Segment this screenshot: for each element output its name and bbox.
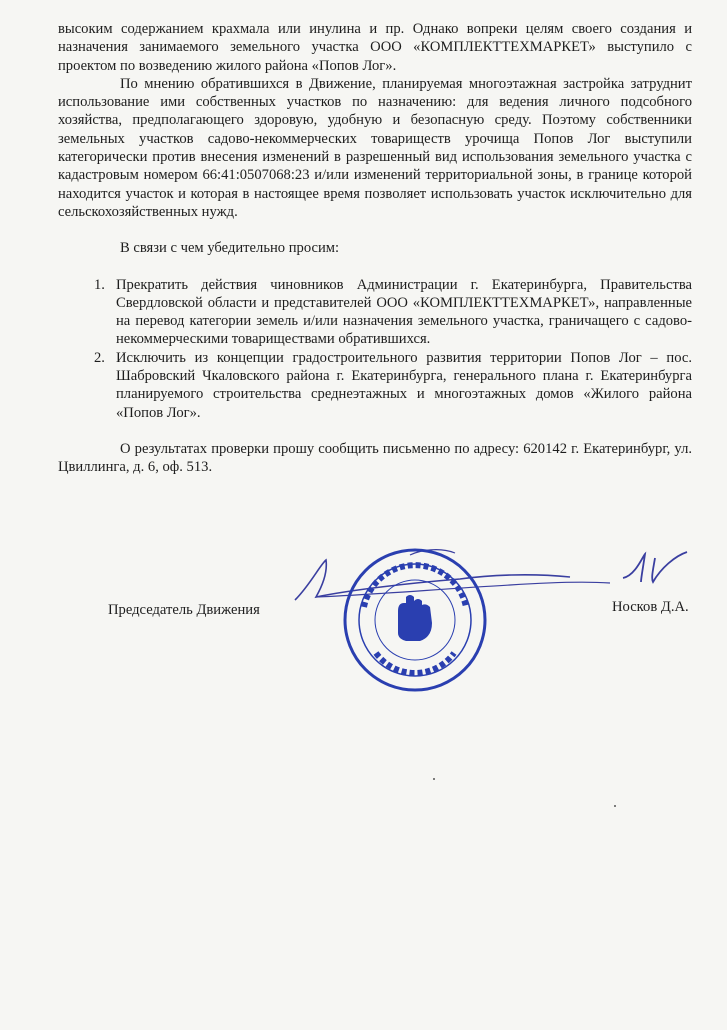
document-body bbox=[58, 20, 692, 477]
closing-paragraph: О результатах проверки прошу сообщить письменно по адресу: 620142 г. Екатеринбург, ул. Цвиллинга, д. 6, оф. 513. bbox=[58, 440, 692, 476]
list-item-text: Исключить из концепции градостроительного развития территории Попов Лог – пос. Шабровский Чкаловского района г. Екатеринбурга, генерального плана г. Екатеринбурга планируемого строительства среднеэтажных и многоэтажных домов «Жилого района «Попов Лог». bbox=[116, 349, 692, 421]
list-item-number: 1. bbox=[94, 276, 105, 293]
stamp-seal-icon bbox=[340, 545, 490, 695]
signature-right-icon bbox=[615, 548, 695, 593]
list-item-text: Прекратить действия чиновников Администрации г. Екатеринбурга, Правительства Свердловской области и представителей ООО «КОМПЛЕКТТЕХМАРКЕТ», направленные на перевод категории земель и/или назначения земельного участка, граничащего с садово-некоммерческими товариществами обратившихся. bbox=[116, 276, 692, 348]
signatory-position: Председатель Движения bbox=[108, 602, 260, 618]
list-item bbox=[58, 276, 692, 349]
list-item-number: 2. bbox=[94, 349, 105, 366]
paragraph-3: В связи с чем убедительно просим: bbox=[120, 240, 340, 257]
list-item bbox=[58, 349, 692, 422]
scan-speck bbox=[614, 805, 616, 807]
paragraph-2: По мнению обратившихся в Движение, планируемая многоэтажная застройка затруднит использование ими собственных участков по назначению: для ведения личного подсобного хозяйства, предполагающего здоровую, удобную и безопасную среду. Поэтому собственники земельных участков садово-некоммерческих товариществ урочища Попов Лог выступили категорически против внесения изменений в разрешенный вид использования земельного участка с кадастровым номером 66:41:0507068:23 и/или изменений территориальной зоны, в границе которой находится участок и которая в настоящее время позволяет использовать участок исключительно для сельскохозяйственных нужд. bbox=[58, 75, 692, 220]
paragraph-1: высоким содержанием крахмала или инулина и пр. Однако вопреки целям своего создания и назначения занимаемого земельного участка ООО «КОМПЛЕКТТЕХМАРКЕТ» выступило с проектом по возведению жилого района «Попов Лог». bbox=[58, 21, 692, 74]
request-list bbox=[58, 276, 692, 422]
scan-speck bbox=[433, 778, 435, 780]
signatory-name: Носков Д.А. bbox=[612, 599, 689, 615]
